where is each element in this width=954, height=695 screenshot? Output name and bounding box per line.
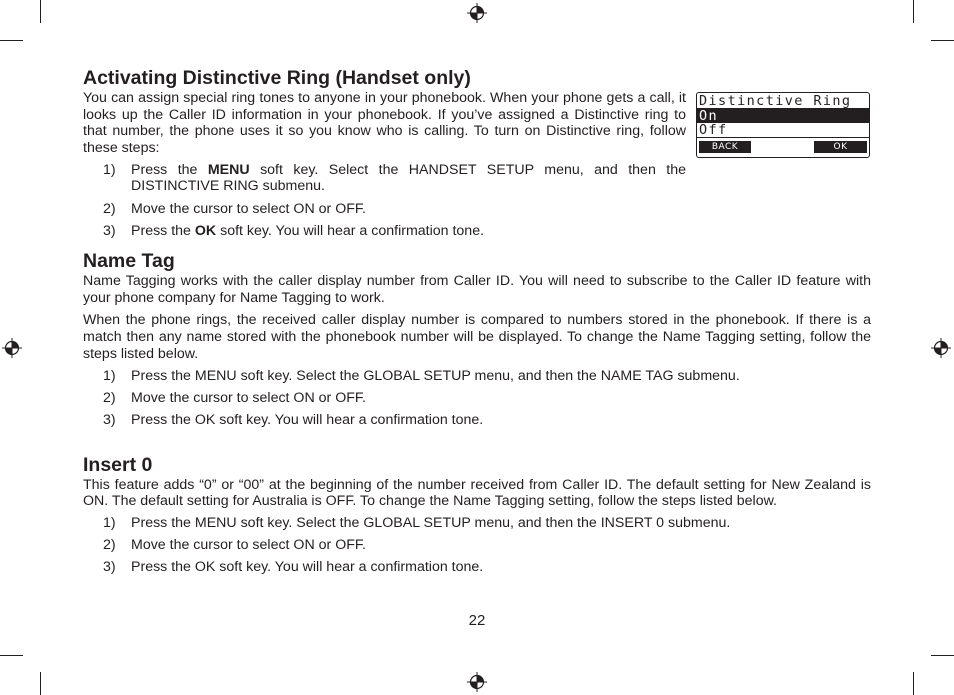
crop-mark [931,655,954,656]
section-heading-distinctive-ring: Activating Distinctive Ring (Handset only) [83,67,471,89]
list-item: 2) Move the cursor to select ON or OFF. [103,389,366,406]
name-tag-paragraph: When the phone rings, the received caller display number is compared to numbers stored in the phonebook. If there is a match then any name stored with the phonebook number will be displayed. To change the Name Tagging setting, follow the steps listed below. [83,312,871,362]
lcd-title: Distinctive Ring [697,93,869,109]
insert-0-steps [83,515,871,576]
registration-mark-icon [467,672,487,692]
insert-0-paragraph: This feature adds “0” or “00” at the beginning of the number received from Caller ID. The default setting for New Zealand is ON. The default setting for Australia is OFF. To change the Name Tagging setting, follow the steps listed below. [83,476,871,510]
list-item: 2) Move the cursor to select ON or OFF. [103,200,366,217]
name-tag-paragraph: Name Tagging works with the caller display number from Caller ID. You will need to subscribe to the Caller ID feature with your phone company for Name Tagging to work. [83,273,871,306]
page-number: 22 [468,612,486,629]
crop-mark [0,655,23,656]
list-item: 3) Press the OK soft key. You will hear a confirmation tone. [103,559,484,576]
crop-mark [931,40,954,41]
list-item: 1) Press the MENU soft key. Select the HANDSET SETUP menu, and then the DISTINCTIVE RING submenu. [103,161,686,195]
list-item: 1) Press the MENU soft key. Select the GLOBAL SETUP menu, and then the NAME TAG submenu. [103,367,740,384]
crop-mark [0,40,23,41]
registration-mark-icon [931,338,951,358]
crop-mark [913,0,914,23]
section-heading-insert-0: Insert 0 [83,453,153,476]
crop-mark [40,672,41,695]
registration-mark-icon [2,338,22,358]
crop-mark [913,672,914,695]
list-item: 1) Press the MENU soft key. Select the GLOBAL SETUP menu, and then the INSERT 0 submenu. [103,515,731,532]
section-heading-name-tag: Name Tag [83,250,175,273]
crop-mark [40,0,41,23]
list-item: 3) Press the OK soft key. You will hear a confirmation tone. [103,411,484,428]
list-item: 2) Move the cursor to select ON or OFF. [103,537,366,554]
lcd-back-softkey: BACK [699,141,751,153]
distinctive-ring-intro: You can assign special ring tones to anyone in your phonebook. When your phone gets a call, it looks up the Caller ID information in your phonebook. If you’ve assigned a Distinctive ring to that number, the phone uses it so you know who is calling. To turn on Distinctive ring, follow these steps: [83,90,686,156]
lcd-option-off: Off [697,123,869,138]
lcd-option-on: On [697,109,869,123]
registration-mark-icon [467,3,487,23]
distinctive-ring-steps [83,162,871,239]
page-content [83,66,871,576]
lcd-ok-softkey: OK [814,141,867,153]
list-item: 3) Press the OK soft key. You will hear a confirmation tone. [103,222,485,239]
name-tag-steps [83,368,871,429]
